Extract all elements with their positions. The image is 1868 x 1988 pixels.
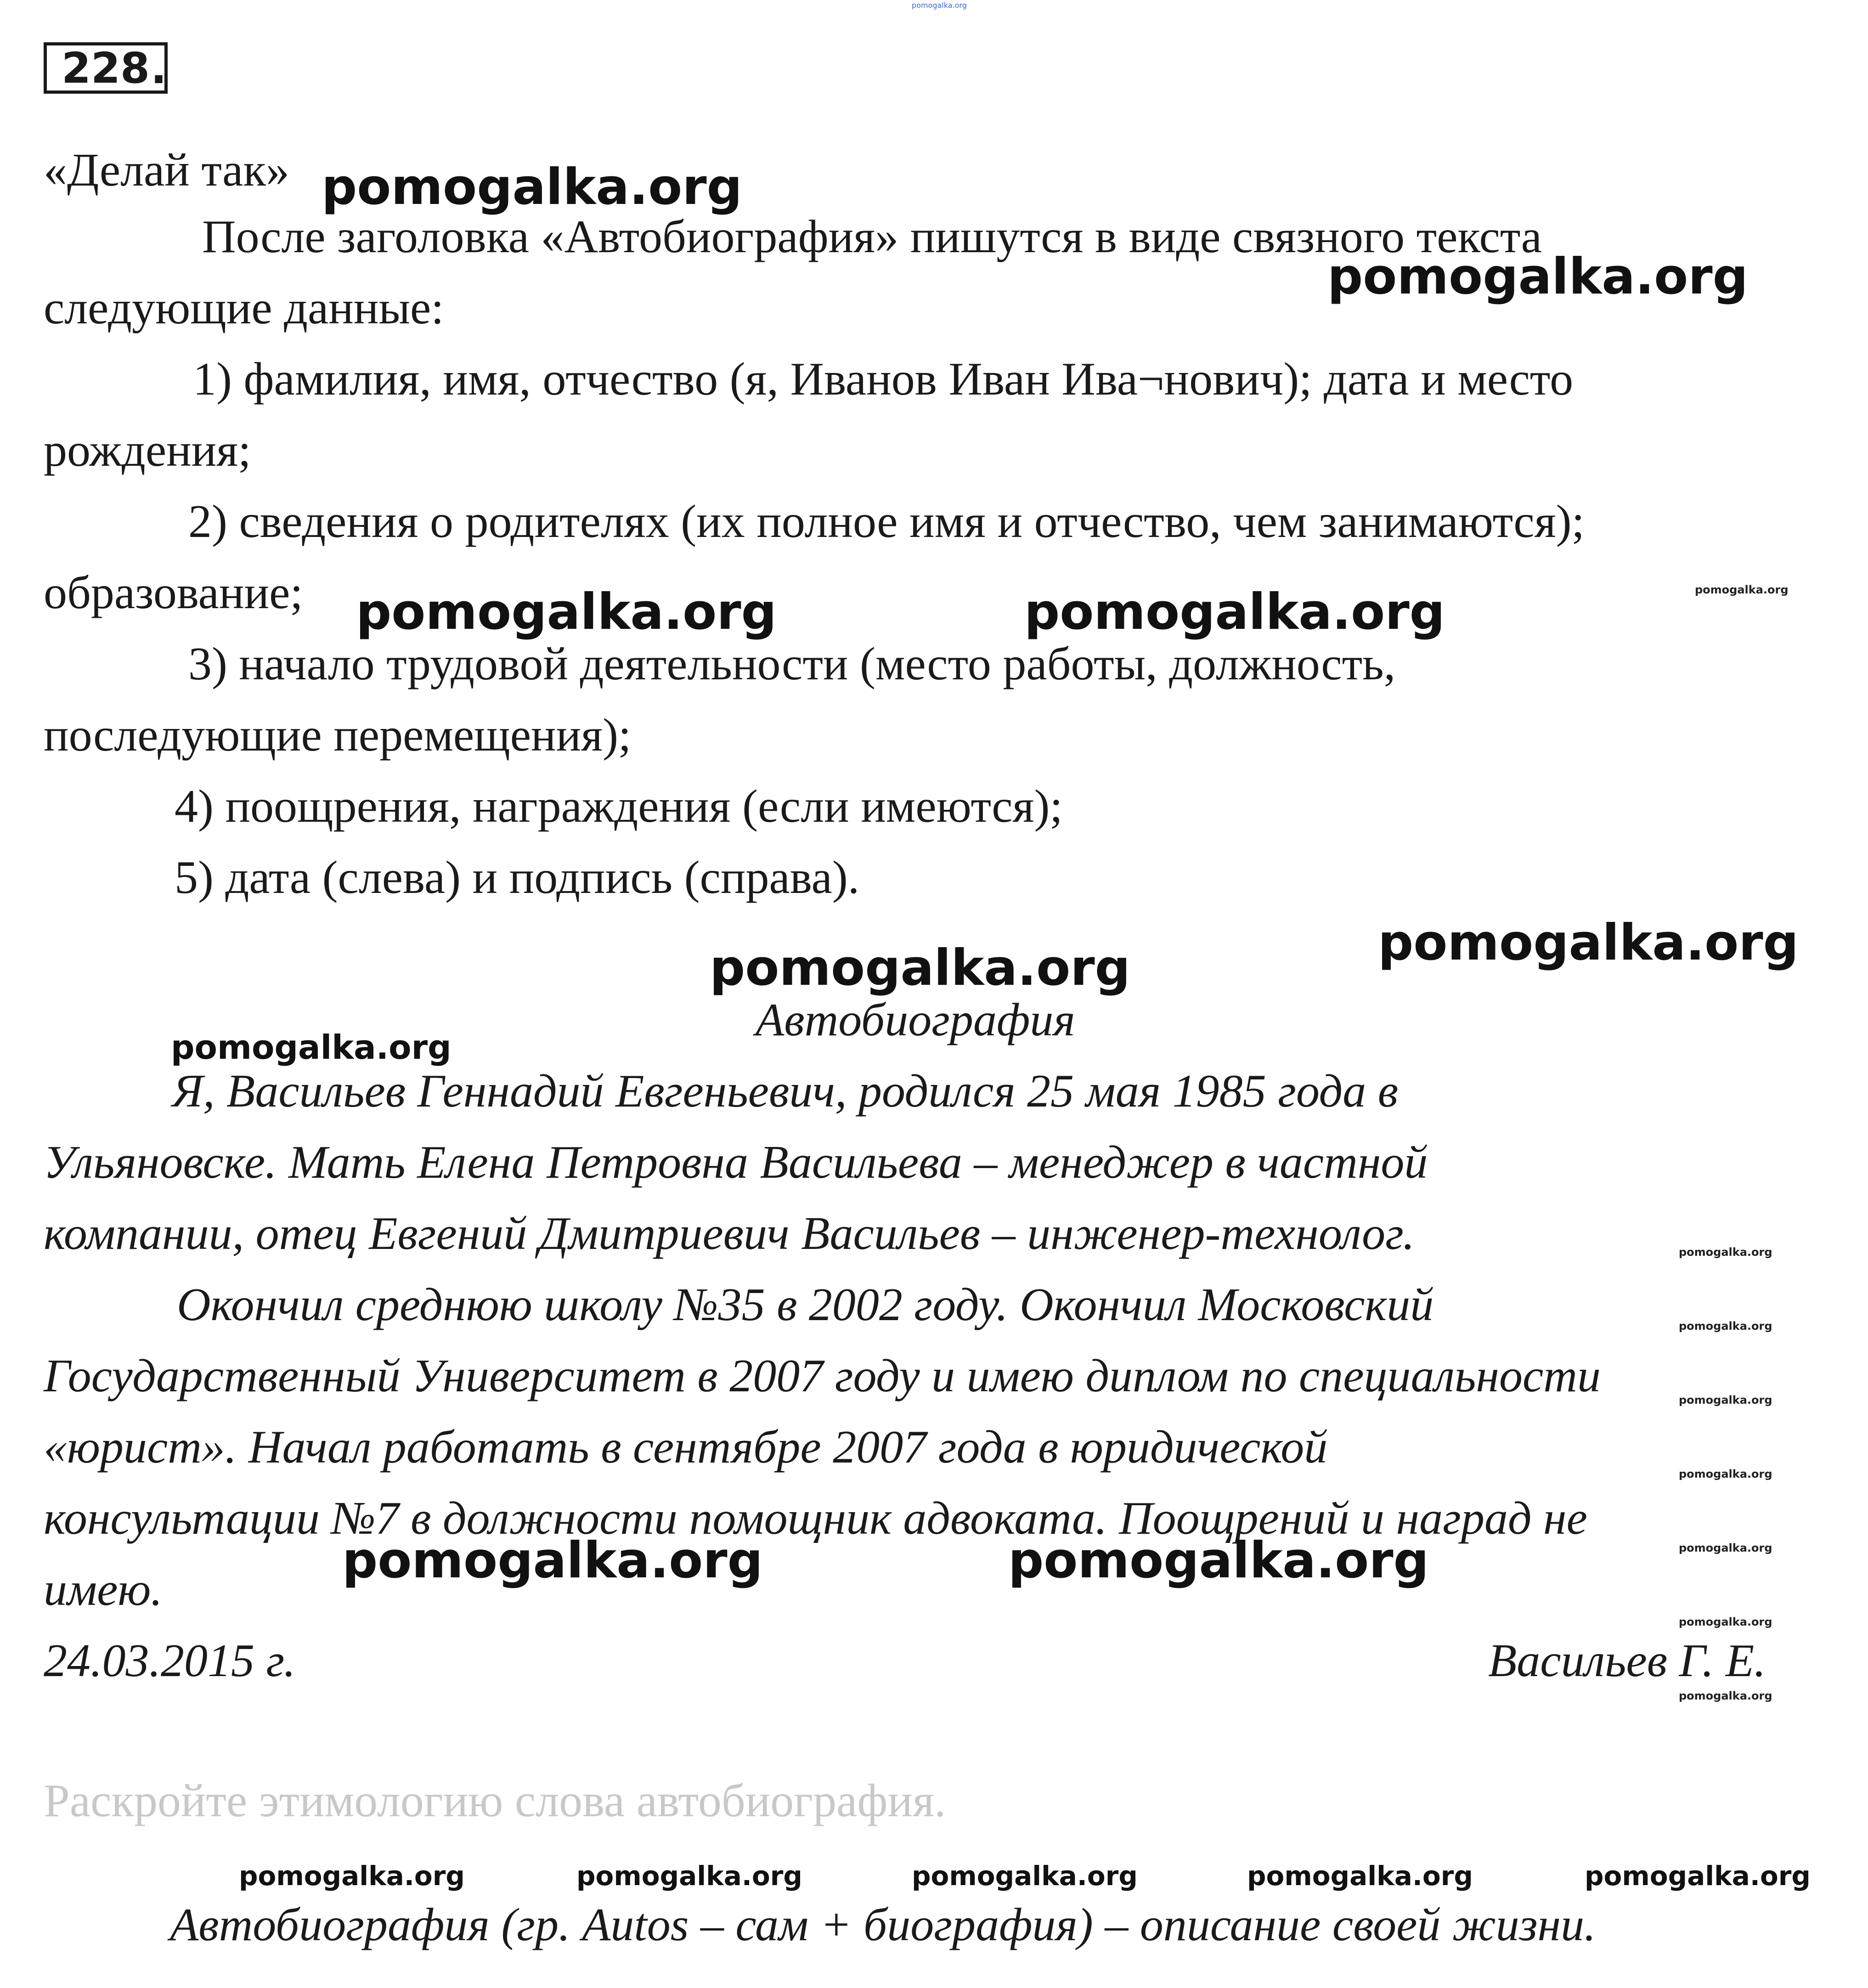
intro-title: «Делай так» <box>44 144 290 196</box>
autobiography-signature: Васильев Г. Е. <box>1488 1635 1766 1687</box>
task-question: Раскройте этимологию слова автобиография. <box>44 1775 946 1827</box>
list-item-2-line-2: образование; <box>44 567 303 619</box>
watermark: pomogalka.org <box>239 1860 465 1892</box>
list-item-5: 5) дата (слева) и подпись (справа). <box>175 852 860 904</box>
autobiography-line-6: «юрист». Начал работать в сентябре 2007 года в юридической <box>44 1421 1328 1473</box>
autobiography-line-1: Я, Васильев Геннадий Евгеньевич, родился 25 мая 1985 года в <box>172 1065 1398 1117</box>
autobiography-line-2: Ульяновске. Мать Елена Петровна Васильева – менеджер в частной <box>44 1136 1428 1188</box>
watermark: pomogalka.org <box>576 1860 802 1892</box>
watermark: pomogalka.org <box>1679 1468 1772 1480</box>
list-item-1-line-1: 1) фамилия, имя, отчество (я, Иванов Иван Ива¬нович); дата и место <box>193 353 1574 405</box>
intro-paragraph-line-1: После заголовка «Автобиография» пишутся в виде связного текста <box>202 211 1542 263</box>
watermark: pomogalka.org <box>1327 248 1748 305</box>
watermark: pomogalka.org <box>1679 1246 1772 1259</box>
watermark: pomogalka.org <box>1024 583 1445 641</box>
watermark: pomogalka.org <box>1378 914 1799 971</box>
task-answer: Автобиография (гр. Autos – сам + биография) – описание своей жизни. <box>170 1899 1596 1951</box>
watermark: pomogalka.org <box>1679 1542 1772 1554</box>
watermark: pomogalka.org <box>171 1028 451 1067</box>
autobiography-line-7: консультации №7 в должности помощник адвоката. Поощрений и наград не <box>44 1492 1587 1544</box>
autobiography-line-8: имею. <box>44 1564 163 1615</box>
watermark: pomogalka.org <box>1585 1860 1811 1892</box>
autobiography-date: 24.03.2015 г. <box>44 1635 296 1687</box>
watermark: pomogalka.org <box>1008 1532 1429 1589</box>
autobiography-line-5: Государственный Университет в 2007 году и имею диплом по специальности <box>44 1350 1601 1402</box>
watermark: pomogalka.org <box>1247 1860 1473 1892</box>
watermark: pomogalka.org <box>1679 1689 1772 1702</box>
watermark-top: pomogalka.org <box>912 1 967 10</box>
list-item-2-line-1: 2) сведения о родителях (их полное имя и отчество, чем занимаются); <box>188 496 1585 548</box>
autobiography-heading: Автобиография <box>756 994 1075 1046</box>
watermark: pomogalka.org <box>356 583 777 641</box>
list-item-1-line-2: рождения; <box>44 424 251 476</box>
list-item-3-line-2: последующие перемещения); <box>44 709 632 761</box>
watermark: pomogalka.org <box>342 1532 763 1589</box>
list-item-3-line-1: 3) начало трудовой деятельности (место работы, должность, <box>188 638 1396 690</box>
watermark: pomogalka.org <box>1679 1615 1772 1628</box>
exercise-number-dot: . <box>151 44 167 93</box>
autobiography-line-3: компании, отец Евгений Дмитриевич Васильев – инженер-технолог. <box>44 1208 1415 1259</box>
list-item-4: 4) поощрения, награждения (если имеются); <box>175 780 1063 832</box>
watermark: pomogalka.org <box>1679 1394 1772 1406</box>
watermark: pomogalka.org <box>1695 583 1789 596</box>
watermark: pomogalka.org <box>1679 1320 1772 1333</box>
autobiography-line-4: Окончил среднюю школу №35 в 2002 году. Окончил Московский <box>177 1279 1434 1331</box>
exercise-number: 228 <box>44 42 168 94</box>
watermark: pomogalka.org <box>322 158 742 216</box>
intro-paragraph-line-2: следующие данные: <box>44 282 444 334</box>
watermark: pomogalka.org <box>912 1860 1138 1892</box>
watermark: pomogalka.org <box>710 939 1130 997</box>
